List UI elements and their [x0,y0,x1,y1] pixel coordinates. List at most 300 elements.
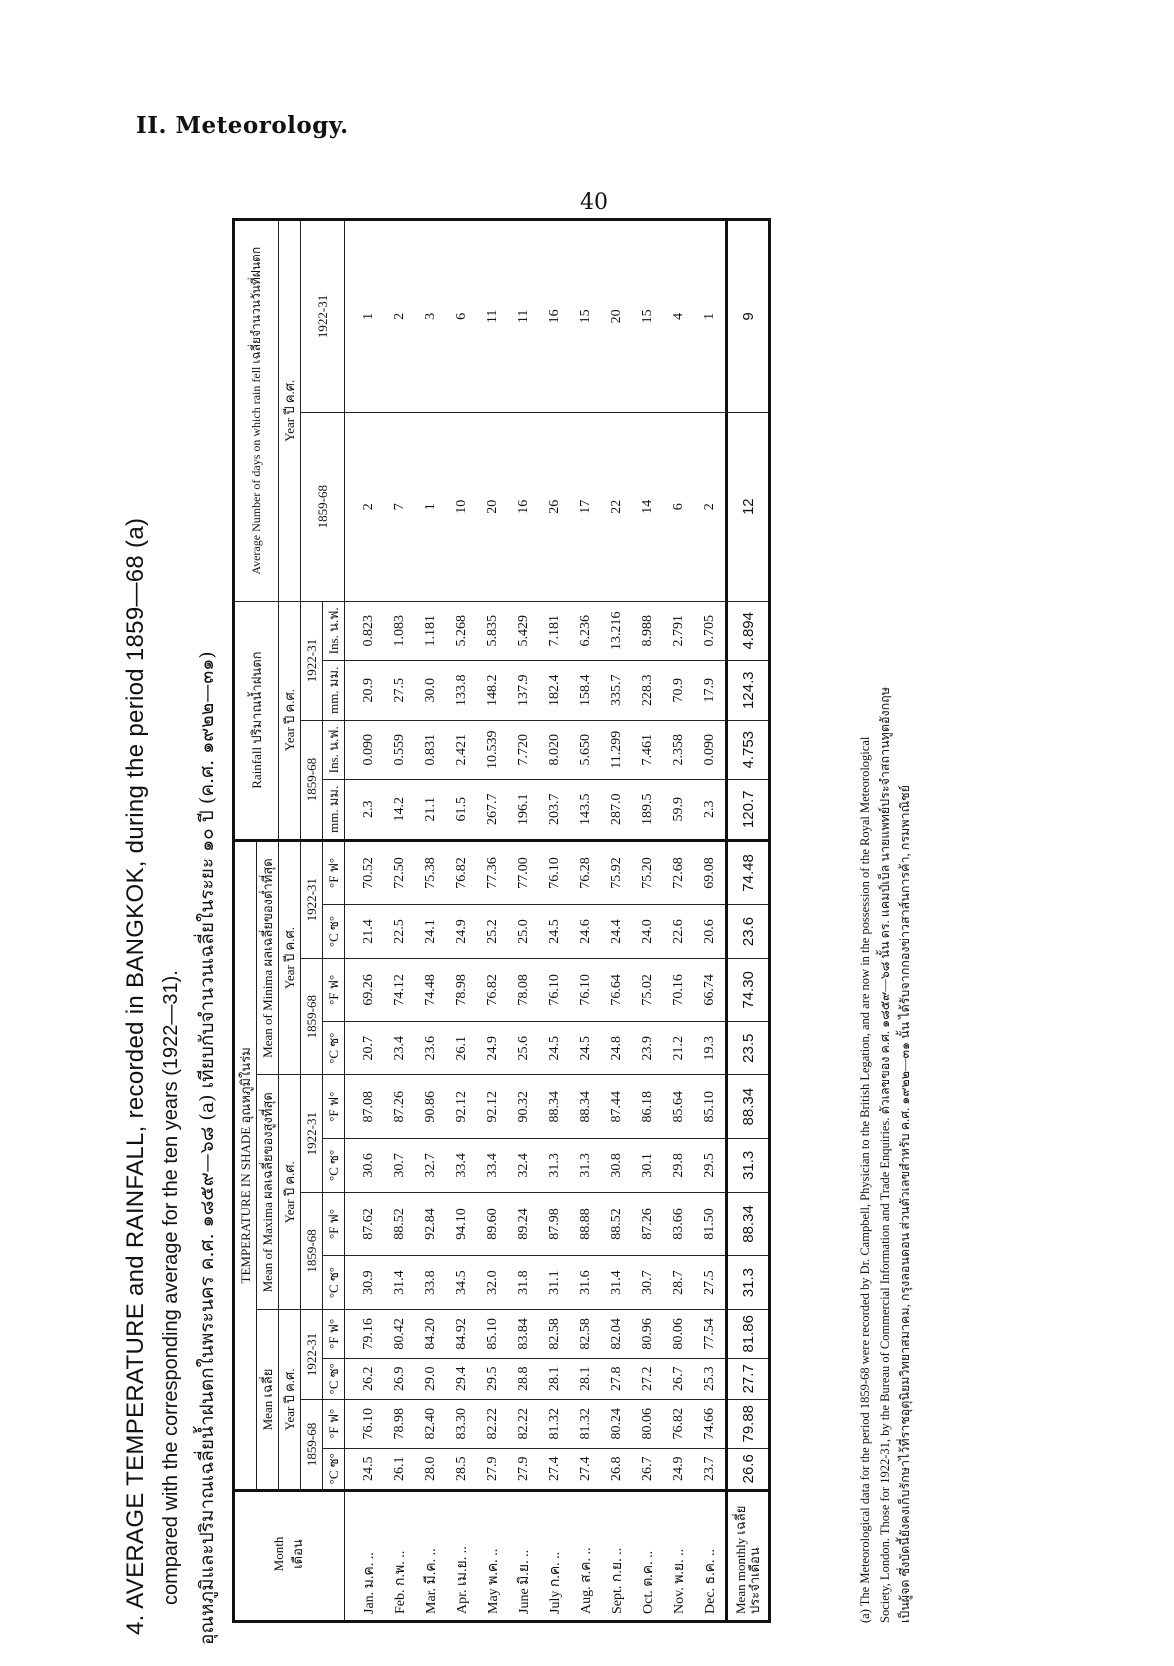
value-cell: 20 [477,412,508,601]
value-cell: 24.4 [601,905,632,959]
value-cell: 32.0 [477,1256,508,1310]
value-cell: 25.0 [508,905,539,959]
value-cell: 80.06 [632,1399,663,1448]
value-cell: 25.3 [694,1358,727,1399]
value-cell: 15 [632,220,663,413]
value-cell: 29.5 [477,1358,508,1399]
value-cell: 24.6 [570,905,601,959]
value-cell: 6 [663,412,694,601]
value-cell: 89.24 [508,1192,539,1255]
mean-value-cell: 88.34 [727,1075,770,1138]
title-block [120,205,250,1645]
period-1922-31: 1922-31 [301,1075,323,1192]
value-cell: 92.12 [477,1075,508,1138]
value-cell: 77.36 [477,840,508,905]
value-cell: 82.22 [477,1399,508,1448]
mean-monthly-row [727,220,770,1622]
value-cell: 27.5 [384,660,415,720]
rainfall-header: Rainfall ปริมาณน้ำฝนตก [234,601,279,840]
value-cell: 24.5 [345,1448,385,1490]
value-cell: 27.5 [694,1256,727,1310]
value-cell: 75.20 [632,840,663,905]
month-cell: Sept. ก.ย. .. [601,1491,632,1622]
footnote-line: เป็นผู้จด ซึ่งบัดนี้ยังคงเก็บรักษาไว้ที่ราชอุตุนิยมวิทยาสมาคม, กรุงลอนดอน ส่วนตัวเลขสำหรับ ค.ศ. ๑๙๒๒—๓๑ นั้น ได้รับจากกองข่าวสาส์นการค้า, กรมพาณิชย์ [898,785,912,1623]
value-cell: 82.58 [539,1310,570,1359]
value-cell: 84.92 [446,1310,477,1359]
table-body [345,220,727,1622]
value-cell: 26.7 [663,1358,694,1399]
value-cell: 86.18 [632,1075,663,1138]
value-cell: 267.7 [477,779,508,840]
value-cell: 83.66 [663,1192,694,1255]
value-cell: 2.3 [694,779,727,840]
year-label: Year ปี ค.ศ. [279,601,301,840]
value-cell: 7.181 [539,601,570,660]
mean-value-cell: 124.3 [727,660,770,720]
value-cell: 76.10 [570,958,601,1021]
value-cell: 88.34 [570,1075,601,1138]
value-cell: 32.7 [415,1138,446,1192]
value-cell: 26.1 [446,1021,477,1075]
value-cell: 87.08 [345,1075,385,1138]
value-cell: 88.88 [570,1192,601,1255]
value-cell: 1.181 [415,601,446,660]
value-cell: 11.299 [601,720,632,779]
value-cell: 87.62 [345,1192,385,1255]
value-cell: 24.9 [446,905,477,959]
unit-mm: mm. มม. [323,660,345,720]
value-cell: 59.9 [663,779,694,840]
value-cell: 92.12 [446,1075,477,1138]
period-1922-31: 1922-31 [301,1310,323,1400]
value-cell: 2 [345,412,385,601]
value-cell: 84.20 [415,1310,446,1359]
unit-f: °F ฟ° [323,840,345,905]
value-cell: 70.16 [663,958,694,1021]
value-cell: 87.26 [632,1192,663,1255]
value-cell: 87.26 [384,1075,415,1138]
table-title: 4. AVERAGE TEMPERATURE and RAINFALL, recorded in BANGKOK, during the period 1859—68 (a) [122,517,149,1635]
value-cell: 72.50 [384,840,415,905]
year-label: Year ปี ค.ศ. [279,220,301,602]
mean-value-cell: 27.7 [727,1358,770,1399]
value-cell: 22 [601,412,632,601]
value-cell: 31.6 [570,1256,601,1310]
period-1922-31: 1922-31 [301,601,323,720]
value-cell: 82.58 [570,1310,601,1359]
value-cell: 25.6 [508,1021,539,1075]
value-cell: 4 [663,220,694,413]
value-cell: 78.98 [384,1399,415,1448]
value-cell: 23.7 [694,1448,727,1490]
value-cell: 26.7 [632,1448,663,1490]
table-row [508,220,539,1622]
value-cell: 30.0 [415,660,446,720]
value-cell: 5.835 [477,601,508,660]
value-cell: 5.429 [508,601,539,660]
value-cell: 24.0 [632,905,663,959]
value-cell: 80.42 [384,1310,415,1359]
value-cell: 10.539 [477,720,508,779]
value-cell: 23.4 [384,1021,415,1075]
table-row [477,220,508,1622]
unit-f: °F ฟ° [323,1192,345,1255]
value-cell: 203.7 [539,779,570,840]
value-cell: 21.1 [415,779,446,840]
value-cell: 87.44 [601,1075,632,1138]
mean-value-cell: 74.30 [727,958,770,1021]
value-cell: 0.823 [345,601,385,660]
value-cell: 88.34 [539,1075,570,1138]
month-cell: Dec. ธ.ค. .. [694,1491,727,1622]
value-cell: 22.6 [663,905,694,959]
table-row [345,220,385,1622]
value-cell: 21.4 [345,905,385,959]
value-cell: 287.0 [601,779,632,840]
value-cell: 20.7 [345,1021,385,1075]
value-cell: 143.5 [570,779,601,840]
value-cell: 2 [694,412,727,601]
value-cell: 7.461 [632,720,663,779]
value-cell: 28.5 [446,1448,477,1490]
value-cell: 28.1 [539,1358,570,1399]
value-cell: 24.5 [539,1021,570,1075]
value-cell: 90.86 [415,1075,446,1138]
year-label: Year ปี ค.ศ. [279,1075,301,1310]
mean-value-cell: 23.5 [727,1021,770,1075]
value-cell: 83.30 [446,1399,477,1448]
value-cell: 2.421 [446,720,477,779]
value-cell: 335.7 [601,660,632,720]
unit-f: °F ฟ° [323,1075,345,1138]
mean-value-cell: 23.6 [727,905,770,959]
value-cell: 34.5 [446,1256,477,1310]
month-cell: May พ.ค. .. [477,1491,508,1622]
value-cell: 137.9 [508,660,539,720]
table-row [663,220,694,1622]
value-cell: 76.82 [477,958,508,1021]
value-cell: 133.8 [446,660,477,720]
rotated-table-page [120,205,1050,1645]
value-cell: 26.2 [345,1358,385,1399]
value-cell: 76.82 [446,840,477,905]
mean-value-cell: 88.34 [727,1192,770,1255]
value-cell: 28.8 [508,1358,539,1399]
value-cell: 28.1 [570,1358,601,1399]
value-cell: 21.2 [663,1021,694,1075]
value-cell: 29.5 [694,1138,727,1192]
value-cell: 85.64 [663,1075,694,1138]
value-cell: 74.12 [384,958,415,1021]
table-subtitle: compared with the corresponding average for the ten years (1922—31). [160,970,182,1605]
value-cell: 30.7 [632,1256,663,1310]
year-label: Year ปี ค.ศ. [279,1310,301,1491]
value-cell: 69.26 [345,958,385,1021]
value-cell: 20.6 [694,905,727,959]
value-cell: 76.10 [539,958,570,1021]
value-cell: 0.705 [694,601,727,660]
value-cell: 5.650 [570,720,601,779]
value-cell: 30.7 [384,1138,415,1192]
value-cell: 16 [508,412,539,601]
value-cell: 7 [384,412,415,601]
value-cell: 14.2 [384,779,415,840]
value-cell: 70.9 [663,660,694,720]
mean-header: Mean เฉลี่ย [257,1310,279,1491]
period-1859-68: 1859-68 [301,1399,323,1490]
value-cell: 6.236 [570,601,601,660]
mean-value-cell: 4.753 [727,720,770,779]
value-cell: 8.020 [539,720,570,779]
value-cell: 22.5 [384,905,415,959]
value-cell: 76.82 [663,1399,694,1448]
table-row [539,220,570,1622]
value-cell: 2.3 [345,779,385,840]
value-cell: 30.9 [345,1256,385,1310]
value-cell: 79.16 [345,1310,385,1359]
unit-f: °F ฟ° [323,1310,345,1359]
value-cell: 0.559 [384,720,415,779]
value-cell: 78.98 [446,958,477,1021]
value-cell: 1 [694,220,727,413]
value-cell: 30.8 [601,1138,632,1192]
value-cell: 196.1 [508,779,539,840]
value-cell: 31.3 [539,1138,570,1192]
footnote-line: Society, London. Those for 1922-31, by the Bureau of Commercial Information and Trade Enquiries. ตัวเลขของ ค.ศ. ๑๘๕๙—๖๘ นั้น ดร. แคมป์เบ็ล นายแพทย์ประจำสถานทูตอังกฤษ [878,687,892,1623]
value-cell: 80.96 [632,1310,663,1359]
value-cell: 20.9 [345,660,385,720]
unit-c: °C ซ° [323,905,345,959]
value-cell: 24.1 [415,905,446,959]
value-cell: 82.40 [415,1399,446,1448]
meteorology-table [232,218,771,1623]
month-cell: Mar. มี.ค. .. [415,1491,446,1622]
value-cell: 26.8 [601,1448,632,1490]
value-cell: 24.5 [570,1021,601,1075]
section-heading: II. Meteorology. [136,112,349,139]
month-cell: Jan. ม.ค. .. [345,1491,385,1622]
value-cell: 76.28 [570,840,601,905]
value-cell: 74.48 [415,958,446,1021]
value-cell: 16 [539,220,570,413]
value-cell: 24.8 [601,1021,632,1075]
table-row [570,220,601,1622]
value-cell: 13.216 [601,601,632,660]
value-cell: 6 [446,220,477,413]
period-1922-31: 1922-31 [301,220,345,413]
value-cell: 17.9 [694,660,727,720]
value-cell: 27.2 [632,1358,663,1399]
value-cell: 25.2 [477,905,508,959]
value-cell: 76.64 [601,958,632,1021]
value-cell: 15 [570,220,601,413]
value-cell: 27.4 [539,1448,570,1490]
period-1859-68: 1859-68 [301,1192,323,1309]
value-cell: 27.9 [477,1448,508,1490]
value-cell: 1 [345,220,385,413]
value-cell: 32.4 [508,1138,539,1192]
value-cell: 81.32 [539,1399,570,1448]
value-cell: 30.6 [345,1138,385,1192]
value-cell: 77.54 [694,1310,727,1359]
value-cell: 31.4 [601,1256,632,1310]
value-cell: 20 [601,220,632,413]
value-cell: 80.24 [601,1399,632,1448]
period-1922-31: 1922-31 [301,840,323,958]
value-cell: 88.52 [384,1192,415,1255]
mean-value-cell: 31.3 [727,1138,770,1192]
value-cell: 77.00 [508,840,539,905]
value-cell: 80.06 [663,1310,694,1359]
value-cell: 158.4 [570,660,601,720]
value-cell: 2.358 [663,720,694,779]
value-cell: 69.08 [694,840,727,905]
table-row [384,220,415,1622]
value-cell: 11 [477,220,508,413]
value-cell: 0.831 [415,720,446,779]
value-cell: 83.84 [508,1310,539,1359]
unit-c: °C ซ° [323,1021,345,1075]
value-cell: 92.84 [415,1192,446,1255]
value-cell: 33.4 [446,1138,477,1192]
table-row [446,220,477,1622]
value-cell: 1.083 [384,601,415,660]
table-row [415,220,446,1622]
value-cell: 33.8 [415,1256,446,1310]
value-cell: 5.268 [446,601,477,660]
mean-value-cell: 12 [727,412,770,601]
unit-f: °F ฟ° [323,958,345,1021]
maxima-header: Mean of Maxima ผลเฉลี่ยของสูงที่สุด [257,1075,279,1310]
value-cell: 76.10 [345,1399,385,1448]
value-cell: 81.50 [694,1192,727,1255]
value-cell: 85.10 [694,1075,727,1138]
month-header: Month เดือน [234,1491,345,1622]
value-cell: 26.1 [384,1448,415,1490]
mean-value-cell: 120.7 [727,779,770,840]
month-cell: Oct. ต.ค. .. [632,1491,663,1622]
value-cell: 0.090 [345,720,385,779]
value-cell: 228.3 [632,660,663,720]
page-number: 40 [580,190,608,215]
value-cell: 19.3 [694,1021,727,1075]
value-cell: 70.52 [345,840,385,905]
value-cell: 28.7 [663,1256,694,1310]
period-1859-68: 1859-68 [301,720,323,840]
mean-value-cell: 9 [727,220,770,413]
value-cell: 30.1 [632,1138,663,1192]
value-cell: 23.9 [632,1021,663,1075]
value-cell: 82.04 [601,1310,632,1359]
mean-value-cell: 79.88 [727,1399,770,1448]
mean-value-cell: 31.3 [727,1256,770,1310]
value-cell: 31.8 [508,1256,539,1310]
value-cell: 24.9 [477,1021,508,1075]
period-1859-68: 1859-68 [301,958,323,1075]
value-cell: 29.0 [415,1358,446,1399]
unit-ins: Ins. น.ฟ. [323,720,345,779]
footnote-line: (a) The Meteorological data for the period 1859-68 were recorded by Dr. Campbell, Physician to the British Legation, and are now in the possession of the Royal Meteorological [858,736,872,1623]
value-cell: 23.6 [415,1021,446,1075]
mean-row-label: Mean monthly เฉลี่ยประจำเดือน [727,1491,770,1622]
value-cell: 28.0 [415,1448,446,1490]
value-cell: 27.8 [601,1358,632,1399]
value-cell: 87.98 [539,1192,570,1255]
minima-header: Mean of Minima ผลเฉลี่ยของต่ำที่สุด [257,840,279,1075]
value-cell: 66.74 [694,958,727,1021]
mean-value-cell: 4.894 [727,601,770,660]
value-cell: 8.988 [632,601,663,660]
value-cell: 182.4 [539,660,570,720]
value-cell: 75.02 [632,958,663,1021]
value-cell: 26 [539,412,570,601]
value-cell: 29.4 [446,1358,477,1399]
value-cell: 29.8 [663,1138,694,1192]
rain-days-header: Average Number of days on which rain fell เฉลี่ยจำนวนวันที่ฝนตก [234,220,279,602]
value-cell: 1 [415,412,446,601]
unit-c: °C ซ° [323,1358,345,1399]
footnote [855,213,915,1623]
value-cell: 61.5 [446,779,477,840]
value-cell: 75.38 [415,840,446,905]
month-cell: June มิ.ย. .. [508,1491,539,1622]
value-cell: 14 [632,412,663,601]
value-cell: 89.60 [477,1192,508,1255]
unit-c: °C ซ° [323,1256,345,1310]
table-title-thai: อุณหภูมิและปริมาณเฉลี่ยน้ำฝนตกในพระนคร ค.ศ. ๑๘๕๙—๖๘ (a) เทียบกับจำนวนเฉลี่ยในระยะ ๑๐ ปี (ค.ศ. ๑๙๒๒—๓๑) [196,651,218,1645]
value-cell: 75.92 [601,840,632,905]
value-cell: 7.720 [508,720,539,779]
unit-ins: Ins. น.ฟ. [323,601,345,660]
period-1859-68: 1859-68 [301,412,345,601]
month-cell: Feb. ก.พ. .. [384,1491,415,1622]
value-cell: 74.66 [694,1399,727,1448]
value-cell: 24.5 [539,905,570,959]
value-cell: 94.10 [446,1192,477,1255]
month-cell: Apr. เม.ย. .. [446,1491,477,1622]
value-cell: 76.10 [539,840,570,905]
value-cell: 189.5 [632,779,663,840]
value-cell: 2.791 [663,601,694,660]
month-cell: July ก.ค. .. [539,1491,570,1622]
mean-value-cell: 74.48 [727,840,770,905]
value-cell: 88.52 [601,1192,632,1255]
year-label: Year ปี ค.ศ. [279,840,301,1075]
value-cell: 3 [415,220,446,413]
mean-value-cell: 81.86 [727,1310,770,1359]
value-cell: 72.68 [663,840,694,905]
value-cell: 31.4 [384,1256,415,1310]
value-cell: 27.9 [508,1448,539,1490]
month-cell: Aug. ส.ค. .. [570,1491,601,1622]
unit-mm: mm. มม. [323,779,345,840]
mean-value-cell: 26.6 [727,1448,770,1490]
value-cell: 0.090 [694,720,727,779]
value-cell: 148.2 [477,660,508,720]
value-cell: 78.08 [508,958,539,1021]
temperature-group-header: TEMPERATURE IN SHADE อุณหภูมิในร่ม [234,840,257,1490]
unit-c: °C ซ° [323,1448,345,1490]
value-cell: 85.10 [477,1310,508,1359]
value-cell: 31.1 [539,1256,570,1310]
unit-f: °F ฟ° [323,1399,345,1448]
value-cell: 10 [446,412,477,601]
value-cell: 26.9 [384,1358,415,1399]
value-cell: 11 [508,220,539,413]
value-cell: 81.32 [570,1399,601,1448]
value-cell: 31.3 [570,1138,601,1192]
value-cell: 90.32 [508,1075,539,1138]
